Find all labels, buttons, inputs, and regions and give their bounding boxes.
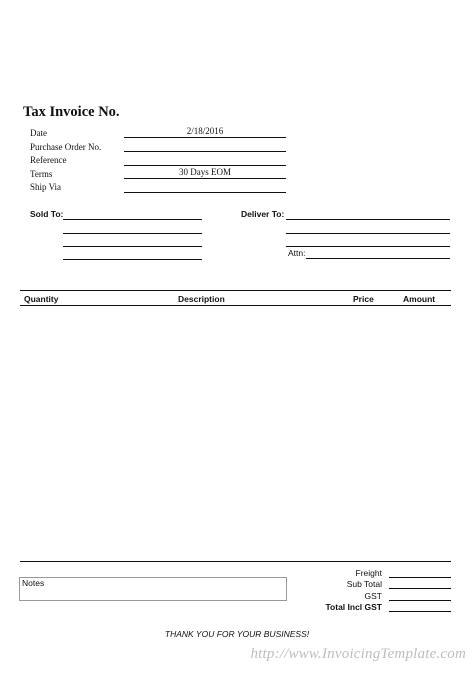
notes-label: Notes — [22, 578, 45, 588]
watermark: http://www.InvoicingTemplate.com — [250, 646, 466, 662]
attn-label: Attn: — [288, 248, 306, 258]
terms-label: Terms — [30, 169, 53, 179]
invoice-title: Tax Invoice No. — [23, 104, 120, 120]
gst-label: GST — [364, 591, 382, 601]
sold-to-line-1[interactable] — [63, 219, 202, 220]
sold-to-line-3[interactable] — [63, 246, 202, 247]
deliver-to-label: Deliver To: — [241, 209, 285, 219]
deliver-to-line-1[interactable] — [286, 219, 450, 220]
sold-to-line-4[interactable] — [63, 259, 202, 260]
total-field[interactable] — [389, 611, 451, 612]
col-description-header: Description — [178, 294, 225, 304]
gst-field[interactable] — [389, 600, 451, 601]
ship-via-field[interactable] — [124, 181, 286, 193]
col-amount-header: Amount — [403, 294, 436, 304]
sold-to-line-2[interactable] — [63, 233, 202, 234]
thank-you-message: THANK YOU FOR YOUR BUSINESS! — [164, 629, 310, 639]
attn-line[interactable] — [306, 258, 450, 259]
deliver-to-line-3[interactable] — [286, 246, 450, 247]
date-field[interactable]: 2/18/2016 — [124, 126, 286, 138]
reference-label: Reference — [30, 155, 67, 165]
col-quantity-header: Quantity — [24, 294, 59, 304]
subtotal-field[interactable] — [389, 588, 451, 589]
reference-field[interactable] — [124, 154, 286, 166]
subtotal-label: Sub Total — [346, 579, 382, 589]
terms-field[interactable]: 30 Days EOM — [124, 167, 286, 179]
notes-box[interactable] — [19, 577, 287, 601]
freight-label: Freight — [355, 568, 382, 578]
table-header-rule — [20, 305, 451, 306]
deliver-to-line-2[interactable] — [286, 233, 450, 234]
ship-via-label: Ship Via — [30, 182, 62, 192]
date-label: Date — [30, 128, 47, 138]
freight-field[interactable] — [389, 577, 451, 578]
sold-to-label: Sold To: — [30, 209, 64, 219]
col-price-header: Price — [353, 294, 374, 304]
table-bottom-rule — [20, 561, 451, 562]
purchase-order-label: Purchase Order No. — [30, 142, 102, 152]
purchase-order-field[interactable] — [124, 140, 286, 152]
table-top-rule — [20, 290, 451, 291]
total-label: Total Incl GST — [325, 602, 382, 612]
